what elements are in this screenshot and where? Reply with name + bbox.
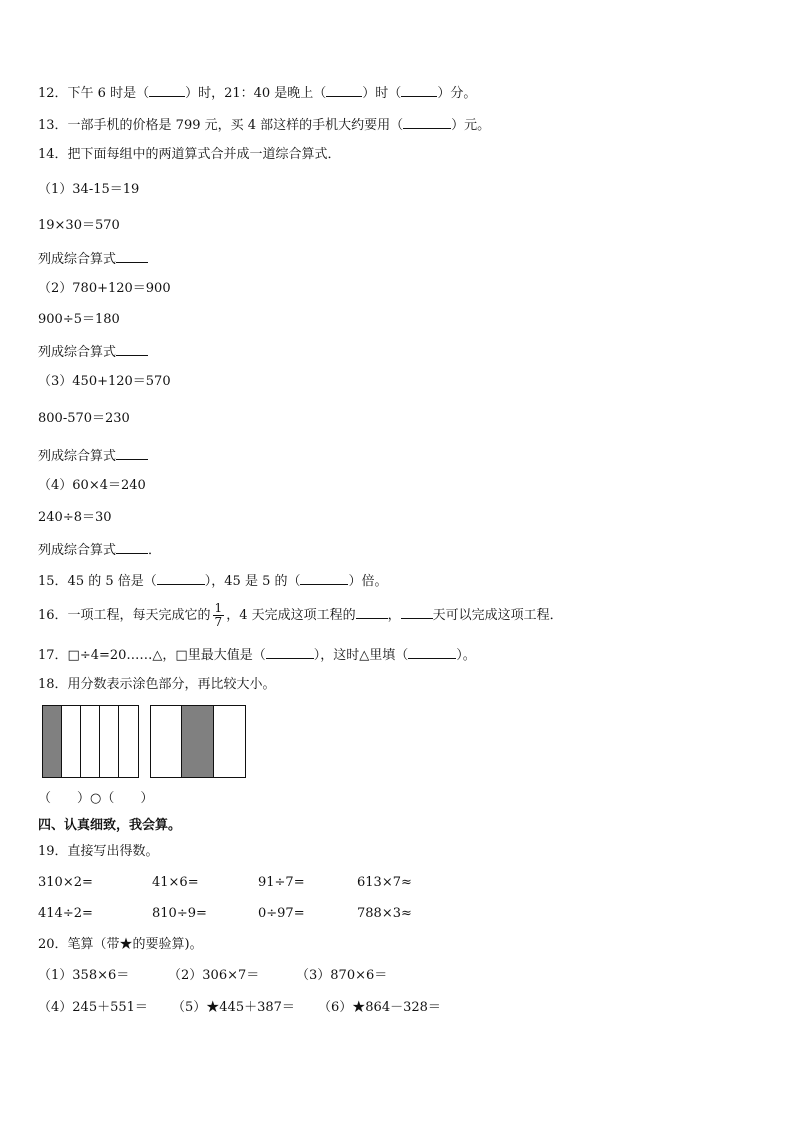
answer-blank[interactable] xyxy=(300,572,348,585)
fraction: $\frac{1}{7}$ xyxy=(214,601,223,629)
question-15: 15．45 的 5 倍是（ ），45 是 5 的（ ）倍。 xyxy=(38,574,388,589)
question-12: 12．下午 6 时是（ ）时，21：40 是晚上（ ）时（ ）分。 xyxy=(38,86,477,101)
fraction-figure-thirds xyxy=(150,705,246,778)
q20-item: （4）245＋551＝ xyxy=(38,1000,148,1015)
figure-cell-shaded xyxy=(43,706,62,777)
q14-group1-a: （1）34-15＝19 xyxy=(38,182,140,197)
q14-answer-line-4: 列成综合算式 ． xyxy=(38,543,162,558)
q14-group2-b: 900÷5＝180 xyxy=(38,312,120,327)
q14-answer-line-2: 列成综合算式 xyxy=(38,343,148,361)
q20-item: （3）870×6＝ xyxy=(296,968,388,983)
q19-item: 41×6= xyxy=(152,875,199,890)
figure-cell-shaded xyxy=(182,706,213,777)
answer-blank[interactable] xyxy=(116,541,148,554)
q19-item: 788×3≈ xyxy=(357,906,412,921)
question-16: 16．一项工程，每天完成它的 $\frac{1}{7}$ ，4 天完成这项工程的 ， 天可以完成这项工程． xyxy=(38,601,563,629)
question-19-title: 19．直接写出得数。 xyxy=(38,844,159,859)
figure-cell xyxy=(81,706,100,777)
q14-group4-b: 240÷8＝30 xyxy=(38,510,112,525)
question-14-title: 14．把下面每组中的两道算式合并成一道综合算式． xyxy=(38,147,341,162)
question-18-title: 18．用分数表示涂色部分，再比较大小。 xyxy=(38,677,276,692)
q19-item: 414÷2= xyxy=(38,906,93,921)
figure-cell xyxy=(119,706,138,777)
answer-blank[interactable] xyxy=(401,606,433,619)
answer-blank[interactable] xyxy=(149,84,185,97)
q19-item: 810÷9= xyxy=(152,906,207,921)
q14-group4-a: （4）60×4＝240 xyxy=(38,478,146,493)
answer-blank[interactable] xyxy=(408,646,456,659)
q20-item: （1）358×6＝ xyxy=(38,968,130,983)
q19-item: 0÷97= xyxy=(258,906,305,921)
answer-blank[interactable] xyxy=(356,606,388,619)
q14-group3-a: （3）450+120＝570 xyxy=(38,374,171,389)
section-4-heading: 四、认真细致，我会算。 xyxy=(38,818,182,833)
q14-answer-line-1: 列成综合算式 xyxy=(38,250,148,268)
figure-cell xyxy=(100,706,119,777)
q20-item: （5）★445＋387＝ xyxy=(172,1000,295,1015)
question-13: 13．一部手机的价格是 799 元，买 4 部这样的手机大约要用（ ）元。 xyxy=(38,118,491,133)
q14-group1-b: 19×30＝570 xyxy=(38,218,120,233)
answer-blank[interactable] xyxy=(403,116,451,129)
figure-cell xyxy=(151,706,182,777)
question-17: 17．□÷4=20……△，□里最大值是（ ），这时△里填（ ）。 xyxy=(38,648,476,663)
q19-item: 91÷7= xyxy=(258,875,305,890)
q20-item: （2）306×7＝ xyxy=(168,968,260,983)
q14-group2-a: （2）780+120＝900 xyxy=(38,281,171,296)
answer-blank[interactable] xyxy=(266,646,314,659)
answer-blank[interactable] xyxy=(326,84,362,97)
q14-answer-line-3: 列成综合算式 xyxy=(38,447,148,465)
q20-item: （6）★864－328＝ xyxy=(318,1000,441,1015)
figure-cell xyxy=(62,706,81,777)
answer-blank[interactable] xyxy=(157,572,205,585)
answer-blank[interactable] xyxy=(116,343,148,356)
figure-cell xyxy=(214,706,245,777)
question-20-title: 20．笔算（带★的要验算)。 xyxy=(38,937,203,952)
q19-item: 310×2= xyxy=(38,875,93,890)
answer-blank[interactable] xyxy=(116,447,148,460)
fraction-figure-fifths xyxy=(42,705,139,778)
answer-blank[interactable] xyxy=(116,250,148,263)
q18-compare-line[interactable]: （ ）○（ ） xyxy=(38,791,154,806)
q14-group3-b: 800-570＝230 xyxy=(38,411,130,426)
answer-blank[interactable] xyxy=(401,84,437,97)
q19-item: 613×7≈ xyxy=(357,875,412,890)
